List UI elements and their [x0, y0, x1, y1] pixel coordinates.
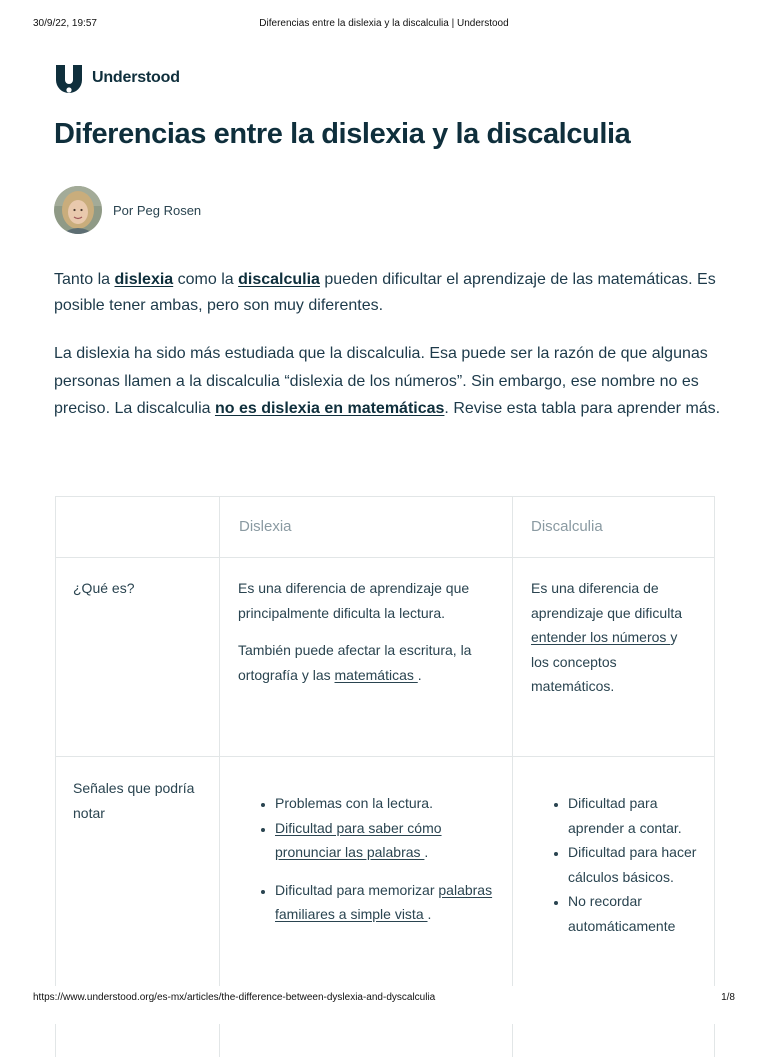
text: .: [427, 906, 432, 922]
column-divider: [219, 497, 220, 1057]
dyslexia-link[interactable]: dislexia: [114, 271, 174, 288]
text: pueden dificultar el aprendizaje de las matemáticas. Es posible tener ambas, pero son muy diferentes.: [54, 271, 716, 314]
list-item: • No recordar automáticamente: [568, 889, 700, 938]
dyslexia-definition: Es una diferencia de aprendizaje que principalmente dificulta la lectura.: [238, 580, 470, 621]
text: como la: [173, 271, 239, 288]
header-dyscalculia: Discalculia: [531, 518, 603, 535]
understood-u-logo-icon: [54, 63, 84, 93]
author-avatar: [54, 186, 102, 234]
print-url: https://www.understood.org/es-mx/articles/the-difference-between-dyslexia-and-dyscalculia: [33, 992, 436, 1003]
dyscalculia-link[interactable]: discalculia: [238, 271, 320, 288]
text: Tanto la: [54, 271, 115, 288]
list-item: • Dificultad para hacer cálculos básicos.: [568, 840, 700, 889]
print-footer: [33, 992, 735, 1006]
understood-logo[interactable]: [54, 62, 180, 94]
list-item: • Dificultad para aprender a contar.: [568, 791, 700, 840]
text: La dislexia ha sido más estudiada que la discalculia. Esa puede ser la razón de que algunas personas llamen a la discalculia “dislexia de los números”. Sin embargo, ese nombre no es preciso. La discalculia: [54, 345, 708, 418]
text: .: [417, 666, 422, 683]
cell-dyscalculia-signs: [550, 791, 700, 938]
dyscalculia-definition: [531, 576, 691, 699]
list-item: [275, 878, 497, 927]
text: También puede afectar la escritura, la ortografía y las: [238, 642, 472, 683]
print-page-number: 1/8: [721, 992, 735, 1003]
author-photo: [54, 186, 102, 234]
body-paragraph: [54, 340, 724, 423]
logo-wordmark: Understood: [92, 69, 180, 86]
column-divider: [512, 497, 513, 1057]
math-link[interactable]: matemáticas: [334, 666, 418, 683]
print-date: 30/9/22, 19:57: [33, 18, 97, 29]
article-title: Diferencias entre la dislexia y la discalculia: [54, 118, 631, 150]
sight-words-link[interactable]: palabras familiares a simple vista: [275, 881, 493, 922]
comparison-table: [55, 496, 715, 1057]
cell-dyscalculia-what-is-it: [531, 576, 691, 712]
row-label-what-is-it: ¿Qué es?: [73, 580, 135, 596]
table-right-border: [714, 497, 715, 1057]
pronounce-words-link[interactable]: Dificultad para saber cómo pronunciar las palabras: [275, 819, 442, 860]
not-dyslexia-in-math-link[interactable]: no es dislexia en matemáticas: [214, 400, 445, 418]
list-item: [275, 816, 497, 865]
cell-dyslexia-signs: [257, 791, 497, 927]
cell-dyslexia-what-is-it: [238, 576, 503, 700]
header-dyslexia: Dislexia: [239, 518, 292, 535]
text: . Revise esta tabla para aprender más.: [444, 400, 721, 418]
text: y los conceptos matemáticos.: [531, 629, 678, 694]
dyslexia-signs-list: [257, 791, 497, 927]
print-document-title: Diferencias entre la dislexia y la discalculia | Understood: [259, 18, 509, 29]
row-label-signs: Señales que podría notar: [73, 780, 195, 821]
list-item: • Problemas con la lectura.: [275, 791, 497, 816]
author-byline: [54, 186, 201, 234]
dyscalculia-signs-list: [550, 791, 700, 938]
dyslexia-also-affects: [238, 638, 503, 687]
print-header: [33, 18, 735, 32]
row-divider: [56, 557, 715, 558]
intro-paragraph: [54, 267, 724, 319]
row-divider: [56, 756, 715, 757]
text: Dificultad para memorizar: [275, 881, 439, 898]
text: Es una diferencia de aprendizaje que dificulta: [531, 580, 682, 621]
author-name: Por Peg Rosen: [113, 202, 202, 218]
text: .: [424, 844, 429, 860]
understand-numbers-link[interactable]: entender los números: [531, 629, 671, 645]
